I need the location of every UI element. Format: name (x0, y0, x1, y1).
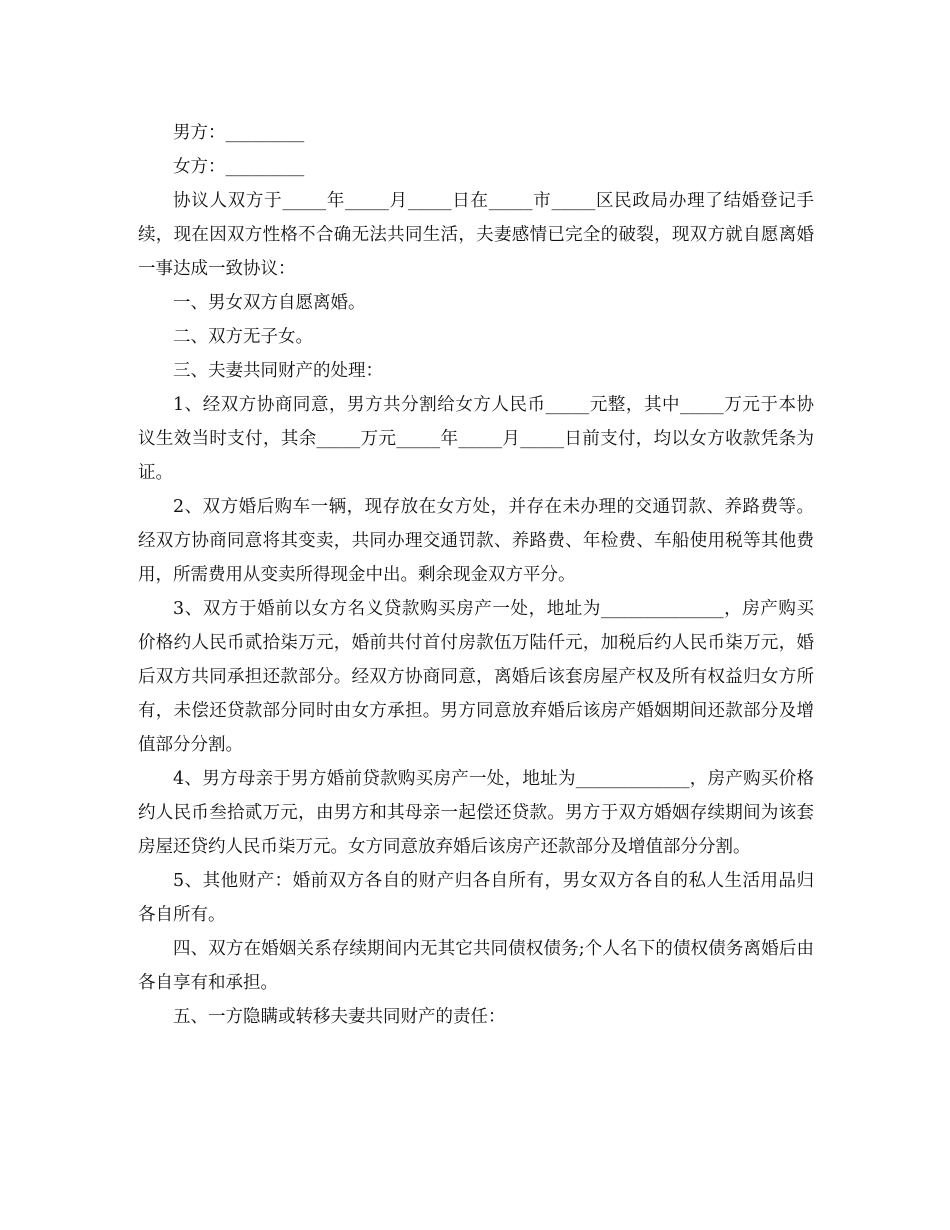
clause-2: 二、双方无子女。 (173, 327, 313, 347)
clause-5-heading: 五、一方隐瞒或转移夫妻共同财产的责任： (173, 1007, 506, 1027)
property-item-1: 1、经双方协商同意，男方共分割给女方人民币_____元整，其中_____万元于本协议生效当时支付，其余_____万元_____年_____月_____日前支付，均以女方收款凭条为证。 (138, 395, 814, 483)
husband-line: 男方：_________ (173, 123, 305, 143)
property-item-5: 5、其他财产：婚前双方各自的财产归各自所有，男女双方各自的私人生活用品归各自所有。 (138, 871, 814, 925)
clause-4: 四、双方在婚姻关系存续期间内无其它共同债权债务;个人名下的债权债务离婚后由各自享有和承担。 (138, 939, 814, 993)
wife-line: 女方：_________ (173, 157, 305, 177)
property-item-4: 4、男方母亲于男方婚前贷款购买房产一处，地址为_____________，房产购买价格约人民币叁拾贰万元，由男方和其母亲一起偿还贷款。男方于双方婚姻存续期间为该套房屋还贷约人民币柒万元。女方同意放弃婚后该房产还款部分及增值部分分割。 (138, 769, 814, 857)
clause-3-heading: 三、夫妻共同财产的处理： (173, 361, 383, 381)
agreement-intro: 协议人双方于_____年_____月_____日在_____市_____区民政局办理了结婚登记手续，现在因双方性格不合确无法共同生活，夫妻感情已完全的破裂，现双方就自愿离婚一事达成一致协议： (138, 191, 814, 279)
property-item-3: 3、双方于婚前以女方名义贷款购买房产一处，地址为______________，房产购买价格约人民币贰拾柒万元，婚前共付首付房款伍万陆仟元，加税后约人民币柒万元，婚后双方共同承担还款部分。经双方协商同意，离婚后该套房屋产权及所有权益归女方所有，未偿还贷款部分同时由女方承担。男方同意放弃婚后该房产婚姻期间还款部分及增值部分分割。 (138, 599, 814, 755)
clause-1: 一、男女双方自愿离婚。 (173, 293, 366, 313)
property-item-2: 2、双方婚后购车一辆，现存放在女方处，并存在未办理的交通罚款、养路费等。经双方协商同意将其变卖，共同办理交通罚款、养路费、年检费、车船使用税等其他费用，所需费用从变卖所得现金中出。剩余现金双方平分。 (138, 497, 814, 585)
document-body (138, 116, 814, 1034)
